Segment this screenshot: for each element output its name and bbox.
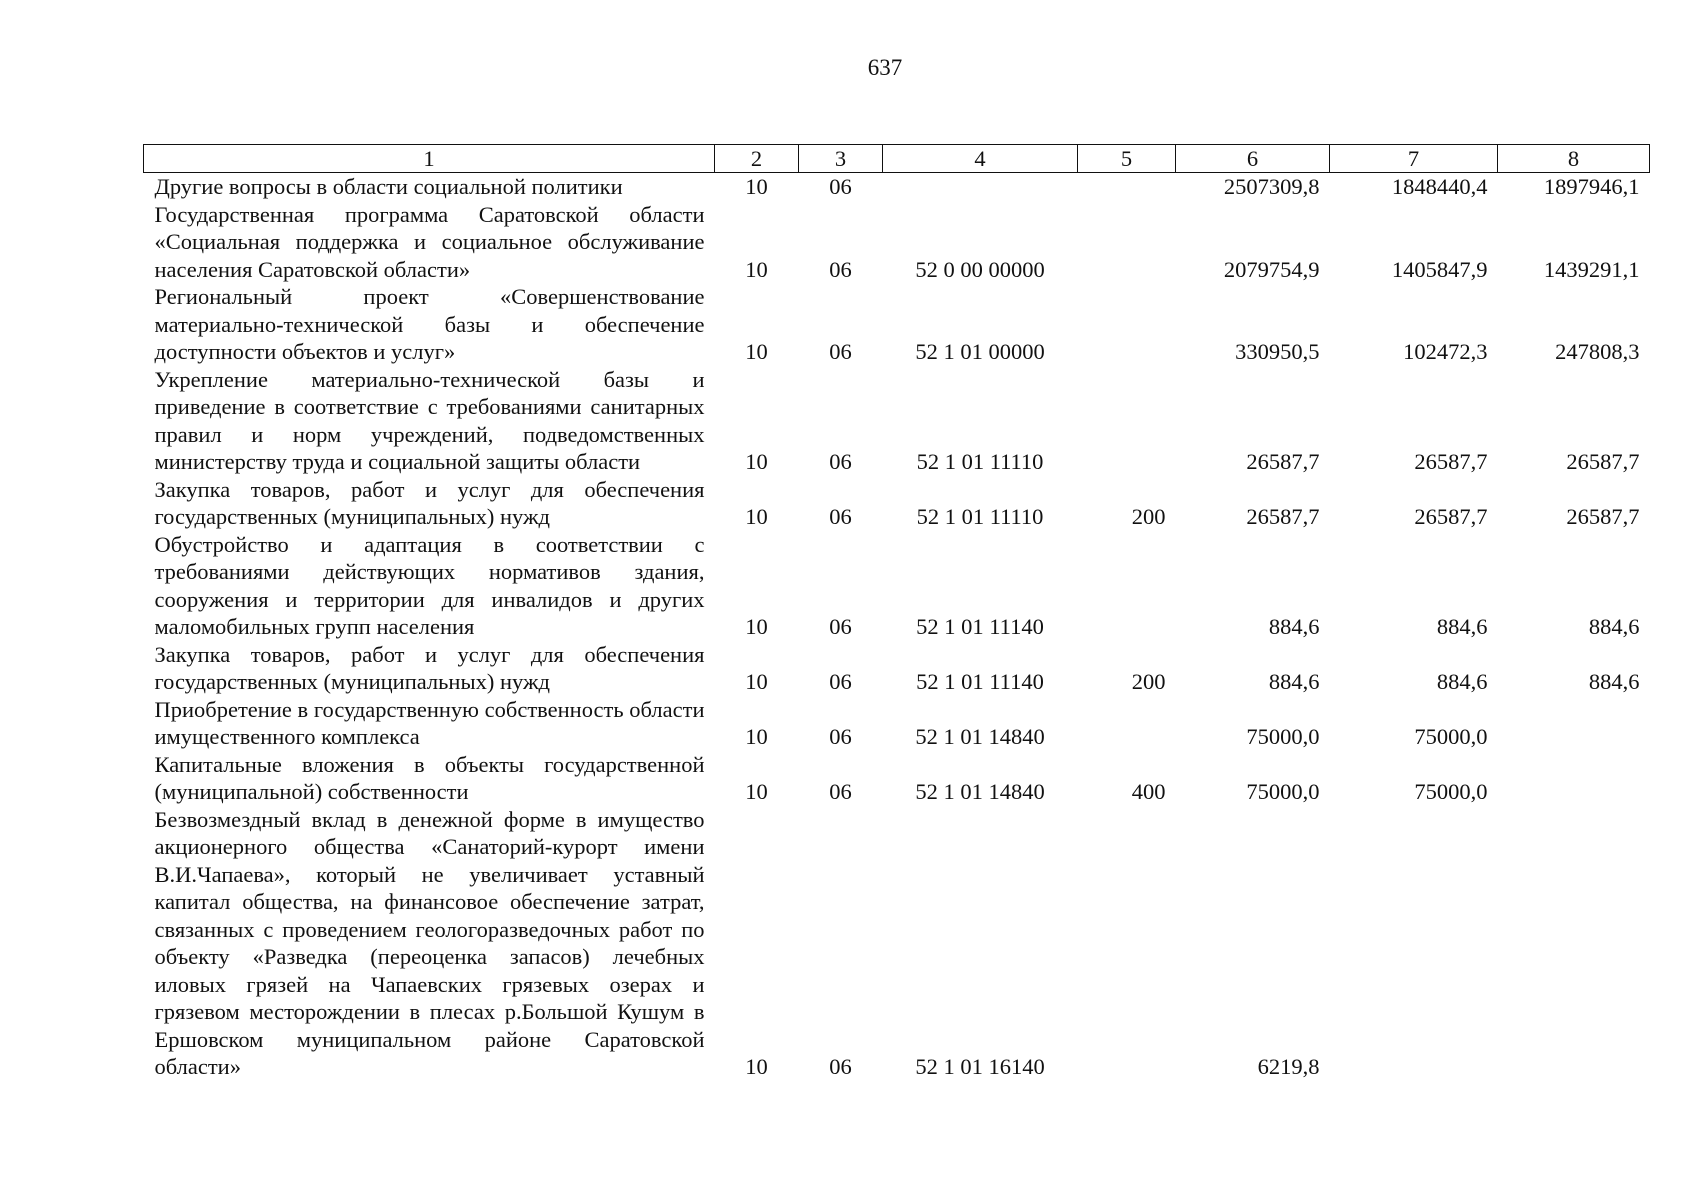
header-col-5: 5 (1078, 145, 1176, 173)
row-section: 10 (745, 779, 768, 804)
row-name: Приобретение в государственную собственность области имущественного комплекса (154, 696, 705, 749)
row-subsection: 06 (829, 256, 852, 282)
row-subsection: 06 (829, 339, 852, 364)
row-amount-col-6: 75000,0 (1246, 724, 1320, 749)
header-col-8: 8 (1498, 145, 1650, 173)
header-col-3: 3 (799, 145, 883, 173)
header-col-4: 4 (883, 145, 1078, 173)
row-section: 10 (745, 724, 768, 749)
header-col-7: 7 (1330, 145, 1498, 173)
table-row (144, 641, 1650, 696)
header-col-1: 1 (144, 145, 715, 173)
table-body (144, 173, 1650, 1081)
row-subsection: 06 (829, 1054, 852, 1079)
table-row (144, 173, 1650, 201)
row-amount-col-7: 26587,7 (1414, 449, 1488, 474)
row-expense-type (1078, 696, 1176, 751)
row-section: 10 (745, 669, 768, 694)
row-amount-col-6: 330950,5 (1235, 339, 1320, 364)
table-row (144, 201, 1650, 284)
row-amount-col-7: 102472,3 (1403, 339, 1488, 364)
row-expense-type (1078, 806, 1176, 1081)
row-subsection: 06 (829, 614, 852, 639)
header-col-6: 6 (1176, 145, 1330, 173)
row-amount-col-8: 1897946,1 (1543, 174, 1640, 199)
row-name: Безвозмездный вклад в денежной форме в имущество акционерного общества «Санаторий-курорт имени В.И.Чапаева», который не увеличивает уставный капитал общества, на финансовое обеспечение затрат, связанных с проведением геологоразведочных работ по объекту «Разведка (переоценка запасов) лечебных иловых грязей на Чапаевских грязевых озерах и грязевом месторождении в плесах р.Большой Кушум в Ершовском муниципальном районе Саратовской области» (154, 806, 705, 1079)
row-section: 10 (745, 256, 768, 282)
row-subsection: 06 (829, 174, 852, 199)
row-section: 10 (745, 504, 768, 529)
row-amount-col-6: 2507309,8 (1223, 174, 1320, 199)
row-amount-col-7: 884,6 (1436, 669, 1488, 694)
row-amount-col-8 (1498, 696, 1650, 751)
row-expense-type (1078, 366, 1176, 476)
row-amount-col-8: 1439291,1 (1543, 256, 1640, 282)
row-amount-col-8: 884,6 (1588, 669, 1640, 694)
row-expense-type: 200 (1131, 504, 1166, 529)
row-section: 10 (745, 1054, 768, 1079)
row-target-code: 52 1 01 14840 (915, 724, 1045, 749)
row-target-code: 52 1 01 16140 (915, 1054, 1045, 1079)
table-row (144, 366, 1650, 476)
table-row (144, 531, 1650, 641)
budget-table (143, 144, 1650, 1081)
row-name: Закупка товаров, работ и услуг для обеспечения государственных (муниципальных) нужд (154, 641, 705, 694)
row-subsection: 06 (829, 669, 852, 694)
row-name: Региональный проект «Совершенствование материально-технической базы и обеспечение доступности объектов и услуг» (154, 284, 705, 364)
row-expense-type (1078, 173, 1176, 201)
row-subsection: 06 (829, 449, 852, 474)
row-amount-col-7: 75000,0 (1414, 724, 1488, 749)
row-expense-type (1078, 531, 1176, 641)
row-amount-col-8: 26587,7 (1566, 504, 1640, 529)
row-subsection: 06 (829, 779, 852, 804)
row-section: 10 (745, 449, 768, 474)
row-section: 10 (745, 614, 768, 639)
page-number: 637 (867, 55, 903, 80)
row-subsection: 06 (829, 724, 852, 749)
table-row (144, 751, 1650, 806)
row-subsection: 06 (829, 504, 852, 529)
row-target-code: 52 0 00 00000 (915, 256, 1045, 282)
row-target-code (883, 173, 1078, 201)
header-col-2: 2 (715, 145, 799, 173)
row-amount-col-8 (1498, 751, 1650, 806)
table-row (144, 283, 1650, 366)
row-amount-col-6: 26587,7 (1246, 504, 1320, 529)
row-amount-col-6: 2079754,9 (1223, 256, 1320, 282)
row-name: Другие вопросы в области социальной политики (154, 174, 623, 199)
row-expense-type (1078, 283, 1176, 366)
row-target-code: 52 1 01 11140 (916, 669, 1044, 694)
row-amount-col-7: 1848440,4 (1391, 174, 1488, 199)
row-target-code: 52 1 01 11110 (916, 504, 1044, 529)
row-amount-col-8 (1498, 806, 1650, 1081)
row-target-code: 52 1 01 11140 (916, 614, 1044, 639)
row-amount-col-8: 884,6 (1588, 614, 1640, 639)
row-amount-col-6: 6219,8 (1257, 1054, 1320, 1079)
table-row (144, 696, 1650, 751)
row-amount-col-6: 26587,7 (1246, 449, 1320, 474)
row-amount-col-7 (1330, 806, 1498, 1081)
row-amount-col-7: 26587,7 (1414, 504, 1488, 529)
row-name: Капитальные вложения в объекты государственной (муниципальной) собственности (154, 751, 705, 804)
row-amount-col-8: 247808,3 (1555, 339, 1640, 364)
row-section: 10 (745, 339, 768, 364)
row-name: Укрепление материально-технической базы и приведение в соответствие с требованиями санитарных правил и норм учреждений, подведомственных министерству труда и социальной защиты области (154, 366, 705, 474)
row-expense-type (1078, 201, 1176, 284)
row-section: 10 (745, 174, 768, 199)
row-name: Государственная программа Саратовской области «Социальная поддержка и социальное обслуживание населения Саратовской области» (154, 201, 705, 282)
row-amount-col-7: 1405847,9 (1391, 256, 1488, 282)
table-row (144, 476, 1650, 531)
row-target-code: 52 1 01 00000 (915, 339, 1045, 364)
row-amount-col-6: 75000,0 (1246, 779, 1320, 804)
row-name: Обустройство и адаптация в соответствии с требованиями действующих нормативов здания, сооружения и территории для инвалидов и других маломобильных групп населения (154, 531, 705, 639)
row-amount-col-8: 26587,7 (1566, 449, 1640, 474)
row-amount-col-6: 884,6 (1268, 614, 1320, 639)
table-row (144, 806, 1650, 1081)
row-name: Закупка товаров, работ и услуг для обеспечения государственных (муниципальных) нужд (154, 476, 705, 529)
row-amount-col-6: 884,6 (1268, 669, 1320, 694)
row-expense-type: 400 (1131, 779, 1166, 804)
row-amount-col-7: 75000,0 (1414, 779, 1488, 804)
row-target-code: 52 1 01 14840 (915, 779, 1045, 804)
row-target-code: 52 1 01 11110 (916, 449, 1044, 474)
row-amount-col-7: 884,6 (1436, 614, 1488, 639)
row-expense-type: 200 (1131, 669, 1166, 694)
header-row (144, 145, 1650, 173)
